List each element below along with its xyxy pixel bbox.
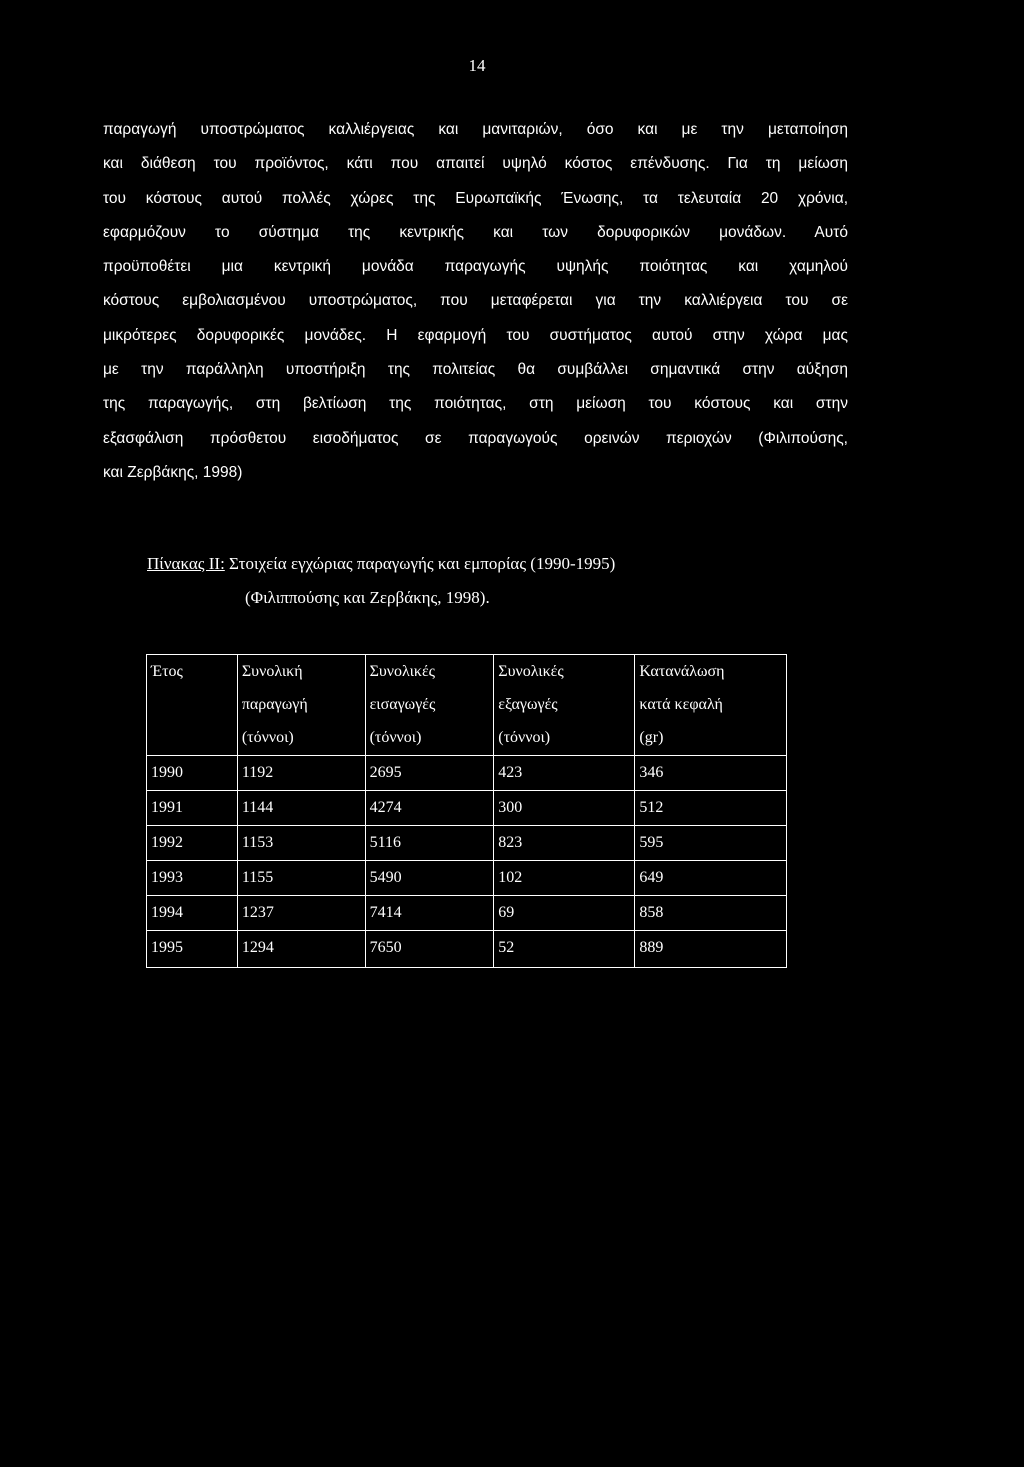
- paragraph-line: παραγωγή υποστρώματος καλλιέργειας και μανιταριών, όσο και με την μεταποίηση: [103, 121, 848, 138]
- cell-imports: 5490: [365, 861, 494, 896]
- header-consumption-per-capita: Κατανάλωση κατά κεφαλή (gr): [635, 655, 787, 756]
- cell-consumption: 649: [635, 861, 787, 896]
- paragraph-line: προϋποθέτει μια κεντρική μονάδα παραγωγής υψηλής ποιότητας και χαμηλού: [103, 258, 848, 276]
- paragraph-line: κόστους εμβολιασμένου υποστρώματος, που μεταφέρεται για την καλλιέργεια του σε: [103, 292, 848, 310]
- table-row: [147, 931, 787, 968]
- production-trade-table: [146, 654, 787, 968]
- cell-imports: 5116: [365, 826, 494, 861]
- paragraph-line: με την παράλληλη υποστήριξη της πολιτείας θα συμβάλλει σημαντικά στην αύξηση: [103, 361, 848, 379]
- cell-production: 1237: [237, 896, 365, 931]
- cell-production: 1294: [237, 931, 365, 968]
- cell-year: 1991: [147, 791, 238, 826]
- cell-year: 1992: [147, 826, 238, 861]
- table-header-row: [147, 655, 787, 756]
- cell-consumption: 858: [635, 896, 787, 931]
- cell-exports: 102: [494, 861, 635, 896]
- cell-consumption: 512: [635, 791, 787, 826]
- cell-exports: 423: [494, 756, 635, 791]
- table-row: [147, 826, 787, 861]
- cell-exports: 823: [494, 826, 635, 861]
- cell-imports: 2695: [365, 756, 494, 791]
- table-row: [147, 896, 787, 931]
- cell-production: 1155: [237, 861, 365, 896]
- cell-imports: 7650: [365, 931, 494, 968]
- cell-imports: 7414: [365, 896, 494, 931]
- cell-year: 1993: [147, 861, 238, 896]
- paragraph-line: της παραγωγής, στη βελτίωση της ποιότητας, στη μείωση του κόστους και στην: [103, 395, 848, 413]
- table-row: [147, 861, 787, 896]
- cell-consumption: 595: [635, 826, 787, 861]
- paragraph-line: εφαρμόζουν το σύστημα της κεντρικής και των δορυφορικών μονάδων. Αυτό: [103, 223, 848, 241]
- cell-year: 1995: [147, 931, 238, 968]
- table-caption-label: Πίνακας ΙΙ:: [147, 554, 225, 573]
- cell-exports: 52: [494, 931, 635, 968]
- header-total-exports: Συνολικές εξαγωγές (τόννοι): [494, 655, 635, 756]
- cell-exports: 69: [494, 896, 635, 931]
- cell-production: 1144: [237, 791, 365, 826]
- table-caption-text: Στοιχεία εγχώριας παραγωγής και εμπορίας (1990-1995): [224, 554, 616, 573]
- cell-production: 1153: [237, 826, 365, 861]
- page-number: 14: [468, 56, 486, 75]
- header-year: Έτος: [147, 655, 238, 756]
- cell-consumption: 889: [635, 931, 787, 968]
- table-caption: [147, 547, 615, 615]
- cell-year: 1990: [147, 756, 238, 791]
- header-total-imports: Συνολικές εισαγωγές (τόννοι): [365, 655, 494, 756]
- table-row: [147, 791, 787, 826]
- cell-production: 1192: [237, 756, 365, 791]
- header-total-production: Συνολική παραγωγή (τόννοι): [237, 655, 365, 756]
- paragraph-line: του κόστους αυτού πολλές χώρες της Ευρωπαϊκής Ένωσης, τα τελευταία 20 χρόνια,: [103, 189, 848, 207]
- cell-imports: 4274: [365, 791, 494, 826]
- cell-consumption: 346: [635, 756, 787, 791]
- cell-year: 1994: [147, 896, 238, 931]
- paragraph-line: και Ζερβάκης, 1998): [103, 463, 243, 481]
- body-paragraph: [103, 113, 848, 490]
- cell-exports: 300: [494, 791, 635, 826]
- paragraph-line: εξασφάλιση πρόσθετου εισοδήματος σε παραγωγούς ορεινών περιοχών (Φιλιπούσης,: [103, 429, 848, 447]
- table-caption-source: (Φιλιππούσης και Ζερβάκης, 1998).: [245, 588, 490, 607]
- paragraph-line: μικρότερες δορυφορικές μονάδες. Η εφαρμογή του συστήματος αυτού στην χώρα μας: [103, 326, 848, 344]
- paragraph-line: και διάθεση του προϊόντος, κάτι που απαιτεί υψηλό κόστος επένδυσης. Για τη μείωση: [103, 155, 848, 173]
- table-row: [147, 756, 787, 791]
